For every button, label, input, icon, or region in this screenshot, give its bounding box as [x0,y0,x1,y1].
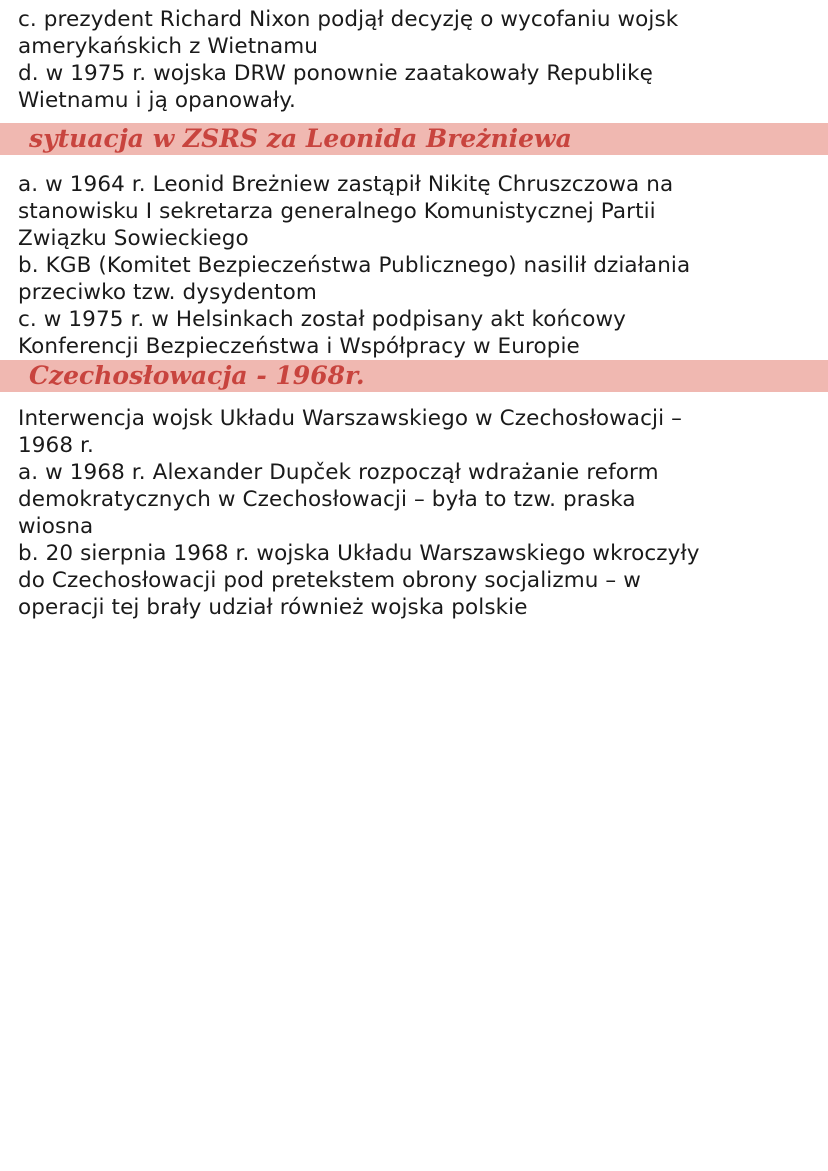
text-line: Wietnamu i ją opanowały. [18,88,296,113]
text-line: demokratycznych w Czechosłowacji – była to tzw. praska [18,487,636,512]
text-line: b. 20 sierpnia 1968 r. wojska Układu Warszawskiego wkroczyły [18,541,700,566]
vietnam-notes-block [18,6,818,114]
heading-text: sytuacja w ZSRS za Leonida Breżniewa [29,124,572,153]
text-line: c. prezydent Richard Nixon podjął decyzję o wycofaniu wojsk [18,7,679,32]
text-line: Związku Sowieckiego [18,226,249,251]
text-line: d. w 1975 r. wojska DRW ponownie zaatakowały Republikę [18,61,654,86]
text-line: amerykańskich z Wietnamu [18,34,318,59]
text-line: do Czechosłowacji pod pretekstem obrony socjalizmu – w [18,568,641,593]
heading-text: Czechosłowacja - 1968r. [29,361,365,390]
text-line: 1968 r. [18,433,94,458]
text-line: Interwencja wojsk Układu Warszawskiego w Czechosłowacji – [18,406,682,431]
text-line: operacji tej brały udział również wojska polskie [18,595,528,620]
text-line: a. w 1964 r. Leonid Breżniew zastąpił Nikitę Chruszczowa na [18,172,674,197]
breznev-notes-block [18,171,818,360]
czechoslovakia-notes-block [18,405,818,621]
text-line: b. KGB (Komitet Bezpieczeństwa Publicznego) nasilił działania [18,253,691,278]
text-line: a. w 1968 r. Alexander Dupček rozpoczął wdrażanie reform [18,460,659,485]
text-line: Konferencji Bezpieczeństwa i Współpracy w Europie [18,334,580,359]
text-line: wiosna [18,514,94,539]
section-heading-czechoslovakia [0,360,828,392]
text-line: stanowisku I sekretarza generalnego Komunistycznej Partii [18,199,656,224]
section-heading-breznev [0,123,828,155]
text-line: przeciwko tzw. dysydentom [18,280,317,305]
text-line: c. w 1975 r. w Helsinkach został podpisany akt końcowy [18,307,626,332]
